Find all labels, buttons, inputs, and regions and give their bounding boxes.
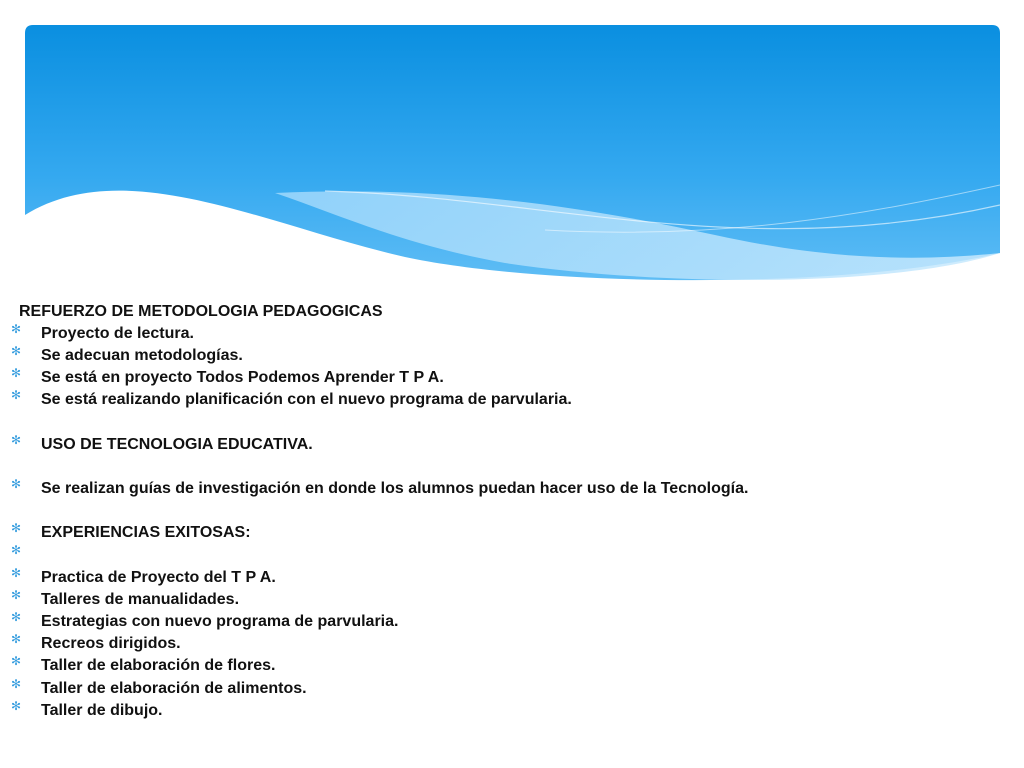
heading-text: REFUERZO DE METODOLOGIA PEDAGOGICAS xyxy=(19,303,383,320)
bullet-icon: ✻ xyxy=(11,521,22,535)
bullet-icon: ✻ xyxy=(11,610,22,624)
bullet-icon: ✻ xyxy=(11,366,22,380)
bullet-icon: ✻ xyxy=(11,388,22,402)
bullet-icon: ✻ xyxy=(11,654,22,668)
bullet-icon: ✻ xyxy=(11,566,22,580)
bullet-icon: ✻ xyxy=(11,632,22,646)
bullet-icon: ✻ xyxy=(11,588,22,602)
bullet-icon: ✻ xyxy=(11,433,22,447)
bullet-icon: ✻ xyxy=(11,543,22,557)
bullet-icon: ✻ xyxy=(11,477,22,491)
bullet-icon: ✻ xyxy=(11,322,22,336)
bullet-icon: ✻ xyxy=(11,344,22,358)
bullet-icon: ✻ xyxy=(11,677,22,691)
bullet-icon: ✻ xyxy=(11,699,22,713)
header-wave-banner xyxy=(25,25,1000,290)
